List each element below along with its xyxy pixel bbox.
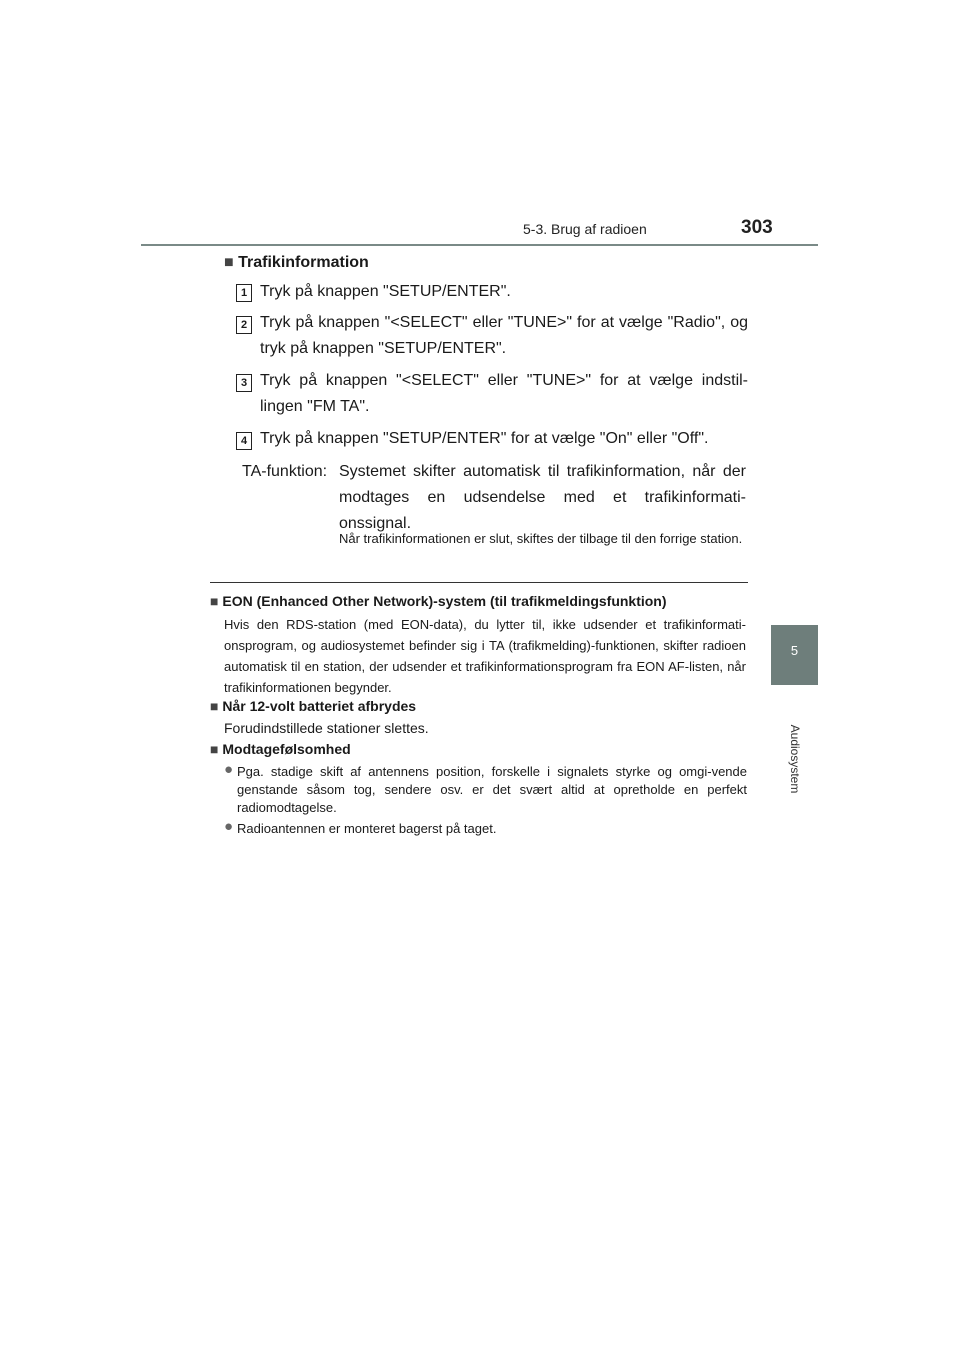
step-number-3: 3 xyxy=(236,374,252,392)
note-marker: ■ xyxy=(210,698,219,714)
bullet-icon: ● xyxy=(224,761,234,778)
step-number-2: 2 xyxy=(236,316,252,334)
ta-function-description: Systemet skifter automatisk til trafikinformation, når der modtages en udsendelse med et trafikinformati-onssignal. xyxy=(339,463,746,532)
section-title xyxy=(224,254,369,272)
page-number: 303 xyxy=(741,217,773,238)
note-title-reception xyxy=(210,741,351,757)
ta-function-label: TA-funktion: xyxy=(242,463,328,480)
reception-bullet-1: Pga. stadige skift af antennens position, forskelle i signalets styrke og omgi-vende genstande såsom tog, sendere osv. er det svært altid at opretholde en perfekt radiomodtagelse. xyxy=(237,764,747,815)
step-text-3: Tryk på knappen "<SELECT" eller "TUNE>" for at vælge indstil-lingen "FM TA". xyxy=(260,372,748,415)
notes-divider xyxy=(210,582,748,583)
header-divider xyxy=(141,244,818,246)
note-title-text: EON (Enhanced Other Network)-system (til trafikmeldingsfunktion) xyxy=(222,593,667,609)
header-section-title: 5-3. Brug af radioen xyxy=(523,221,647,237)
chapter-number: 5 xyxy=(790,643,799,658)
ta-function-note: Når trafikinformationen er slut, skiftes der tilbage til den forrige station. xyxy=(339,531,743,546)
note-marker: ■ xyxy=(210,741,219,757)
note-marker: ■ xyxy=(210,593,219,609)
bullet-icon: ● xyxy=(224,818,234,835)
note-title-battery xyxy=(210,698,416,714)
step-number-1: 1 xyxy=(236,284,252,302)
step-number-4: 4 xyxy=(236,432,252,450)
chapter-tab xyxy=(771,625,818,685)
note-title-eon xyxy=(210,593,667,609)
step-text-4: Tryk på knappen "SETUP/ENTER" for at vælge "On" eller "Off". xyxy=(260,430,709,447)
section-title-text: Trafikinformation xyxy=(238,254,369,271)
note-title-text: Når 12-volt batteriet afbrydes xyxy=(222,698,417,714)
reception-bullet-2: Radioantennen er monteret bagerst på taget. xyxy=(237,821,497,836)
section-marker: ■ xyxy=(224,254,234,271)
step-text-1: Tryk på knappen "SETUP/ENTER". xyxy=(260,283,511,300)
step-text-2: Tryk på knappen "<SELECT" eller "TUNE>" for at vælge "Radio", og tryk på knappen "SETUP/ENTER". xyxy=(260,314,748,357)
note-body-battery: Forudindstillede stationer slettes. xyxy=(224,720,429,736)
chapter-title: Audiosystem xyxy=(788,724,802,794)
note-title-text: Modtagefølsomhed xyxy=(222,741,351,757)
note-body-eon: Hvis den RDS-station (med EON-data), du lytter til, ikke udsender et trafikinformati-onsprogram, og audiosystemet befinder sig i TA (trafikmelding)-funktionen, skifter radioen automatisk til en station, der udsender et trafikinformationsprogram fra EON AF-listen, når trafikinformationen begynder. xyxy=(224,617,746,695)
